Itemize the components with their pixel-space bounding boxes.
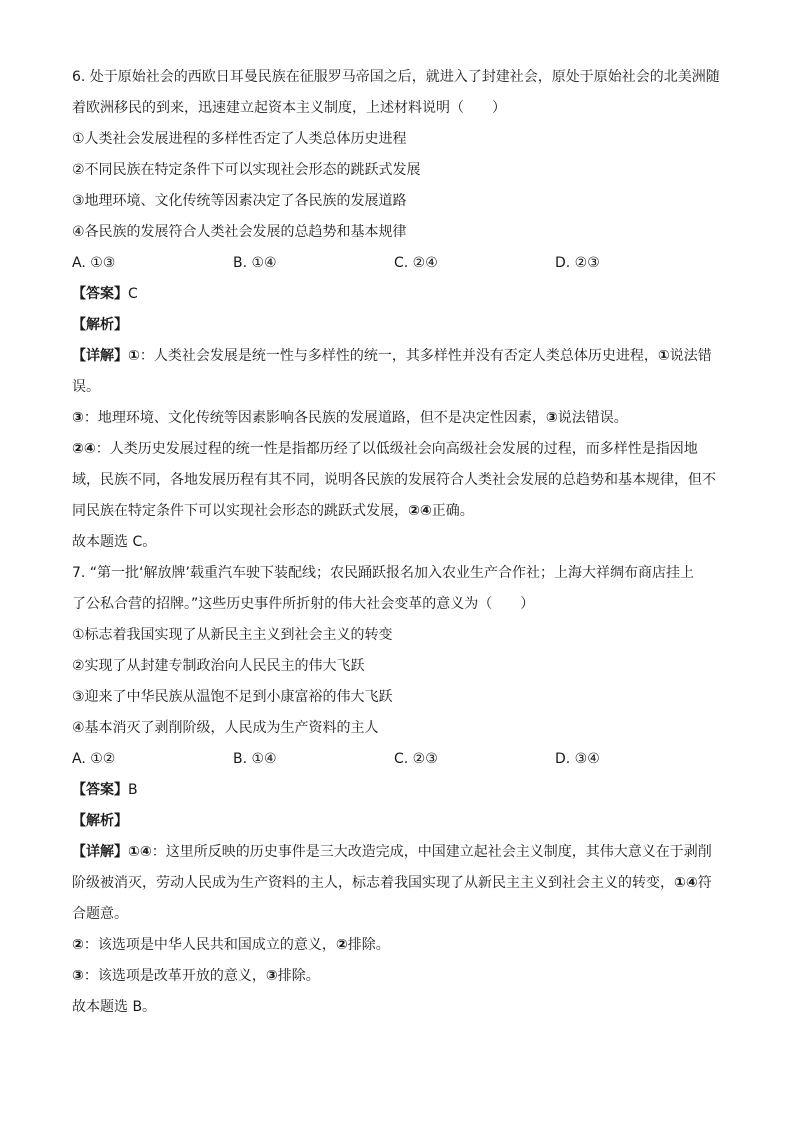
q7-conclusion: 故本题选 B。 — [72, 999, 157, 1015]
q7-detail-text: 排除。 — [347, 937, 390, 953]
q6-answer-value: C — [128, 286, 138, 302]
q6-detail-tag: 【详解】 — [72, 348, 128, 364]
q7-options — [72, 744, 724, 775]
q6-detail-ref: ① — [657, 348, 670, 364]
q6-detail-line-4 — [72, 434, 724, 465]
document-page — [72, 62, 724, 1023]
q6-detail-text: 说法错 — [669, 348, 712, 364]
q6-answer-tag: 【答案】 — [72, 286, 128, 302]
q6-analysis-heading — [72, 310, 724, 341]
q6-item-4: ④各民族的发展符合人类社会发展的总趋势和基本规律 — [72, 224, 407, 240]
q7-detail-line-5 — [72, 961, 724, 992]
q6-item-2: ②不同民族在特定条件下可以实现社会形态的跳跃式发展 — [72, 162, 421, 178]
q7-answer-value: B — [128, 782, 138, 798]
q7-detail-ref: ③ — [72, 968, 84, 984]
q7-detail-ref: ② — [335, 937, 348, 953]
q6-options — [72, 248, 724, 279]
q7-detail-text: 阶级被消灭，劳动人民成为生产资料的主人，标志着我国实现了从新民主主义到社会主义的转变， — [72, 875, 674, 891]
q6-detail-ref: ②④ — [72, 441, 96, 457]
q6-detail-line-2: 误。 — [72, 379, 100, 395]
q6-option-b: B. ①④ — [233, 255, 277, 271]
q6-detail-line-5: 域，民族不同，各地发展历程有其不同，说明各民族的发展符合人类社会发展的总趋势和基本规律，但不 — [72, 472, 716, 488]
q7-detail-tag: 【详解】 — [72, 844, 128, 860]
q7-item-4: ④基本消灭了剥削阶级，人民成为生产资料的主人 — [72, 720, 379, 736]
q7-option-b: B. ①④ — [233, 751, 277, 767]
q7-detail-line-2 — [72, 868, 724, 899]
q7-detail-ref: ①④ — [674, 875, 698, 891]
q7-option-a: A. ①② — [72, 751, 116, 767]
q6-detail-ref: ③ — [545, 410, 558, 426]
q6-stem-line-1: 6. 处于原始社会的西欧日耳曼民族在征服罗马帝国之后，就进入了封建社会，原处于原始社会的北美洲随 — [72, 69, 720, 85]
q7-detail-line-3: 合题意。 — [72, 906, 128, 922]
q6-option-d: D. ②③ — [555, 255, 600, 271]
q7-analysis-heading — [72, 806, 724, 837]
q7-item-2: ②实现了从封建专制政治向人民民主的伟大飞跃 — [72, 658, 365, 674]
q6-detail-text: ：人类社会发展是统一性与多样性的统一，其多样性并没有否定人类总体历史进程， — [139, 348, 658, 364]
q7-detail-line-1 — [72, 837, 724, 868]
q6-stem-line-2: 着欧洲移民的到来，迅速建立起资本主义制度，上述材料说明（ ） — [72, 100, 506, 116]
q6-detail-line-1 — [72, 341, 724, 372]
q6-answer — [72, 279, 724, 310]
q7-detail-text: 符 — [697, 875, 712, 891]
q7-detail-ref: ② — [72, 937, 84, 953]
q7-answer-tag: 【答案】 — [72, 782, 128, 798]
q7-detail-text: ：这里所反映的历史事件是三大改造完成，中国建立起社会主义制度，其伟大意义在于剥削 — [151, 844, 712, 860]
q6-item-3: ③地理环境、文化传统等因素决定了各民族的发展道路 — [72, 193, 407, 209]
q6-detail-text: 同民族在特定条件下可以实现社会形态的跳跃式发展， — [72, 503, 408, 519]
q6-detail-line-3 — [72, 403, 724, 434]
q7-detail-text: ：该选项是改革开放的意义， — [83, 968, 266, 984]
q6-detail-ref: ① — [128, 348, 140, 364]
q7-item-3: ③迎来了中华民族从温饱不足到小康富裕的伟大飞跃 — [72, 689, 393, 705]
q7-detail-text: ：该选项是中华人民共和国成立的意义， — [83, 937, 336, 953]
q6-conclusion: 故本题选 C。 — [72, 534, 157, 550]
q7-option-c: C. ②③ — [394, 751, 438, 767]
q7-option-d: D. ③④ — [555, 751, 600, 767]
q6-option-a: A. ①③ — [72, 255, 116, 271]
q6-detail-text: 说法错误。 — [557, 410, 628, 426]
q6-item-1: ①人类社会发展进程的多样性否定了人类总体历史进程 — [72, 131, 407, 147]
q6-option-c: C. ②④ — [394, 255, 438, 271]
q7-stem-line-2: 了公私合营的招牌。”这些历史事件所折射的伟大社会变革的意义为（ ） — [72, 596, 535, 612]
q7-item-1: ①标志着我国实现了从新民主主义到社会主义的转变 — [72, 627, 393, 643]
q7-stem-line-1: 7. “第一批‘解放牌’载重汽车驶下装配线；农民踊跃报名加入农业生产合作社；上海大祥绸布商店挂上 — [72, 565, 694, 581]
q6-detail-line-6 — [72, 496, 724, 527]
q7-detail-ref: ③ — [265, 968, 278, 984]
q7-answer — [72, 775, 724, 806]
q6-detail-text: 正确。 — [431, 503, 474, 519]
q6-analysis-tag: 【解析】 — [72, 317, 128, 333]
q7-detail-line-4 — [72, 930, 724, 961]
q7-analysis-tag: 【解析】 — [72, 813, 128, 829]
q7-detail-text: 排除。 — [277, 968, 320, 984]
q6-detail-text: ：人类历史发展过程的统一性是指都历经了以低级社会向高级社会发展的过程，而多样性是指因地 — [95, 441, 698, 457]
q7-detail-ref: ①④ — [128, 844, 152, 860]
q6-detail-text: ：地理环境、文化传统等因素影响各民族的发展道路，但不是决定性因素， — [83, 410, 546, 426]
q6-detail-ref: ③ — [72, 410, 84, 426]
q6-detail-ref: ②④ — [408, 503, 432, 519]
